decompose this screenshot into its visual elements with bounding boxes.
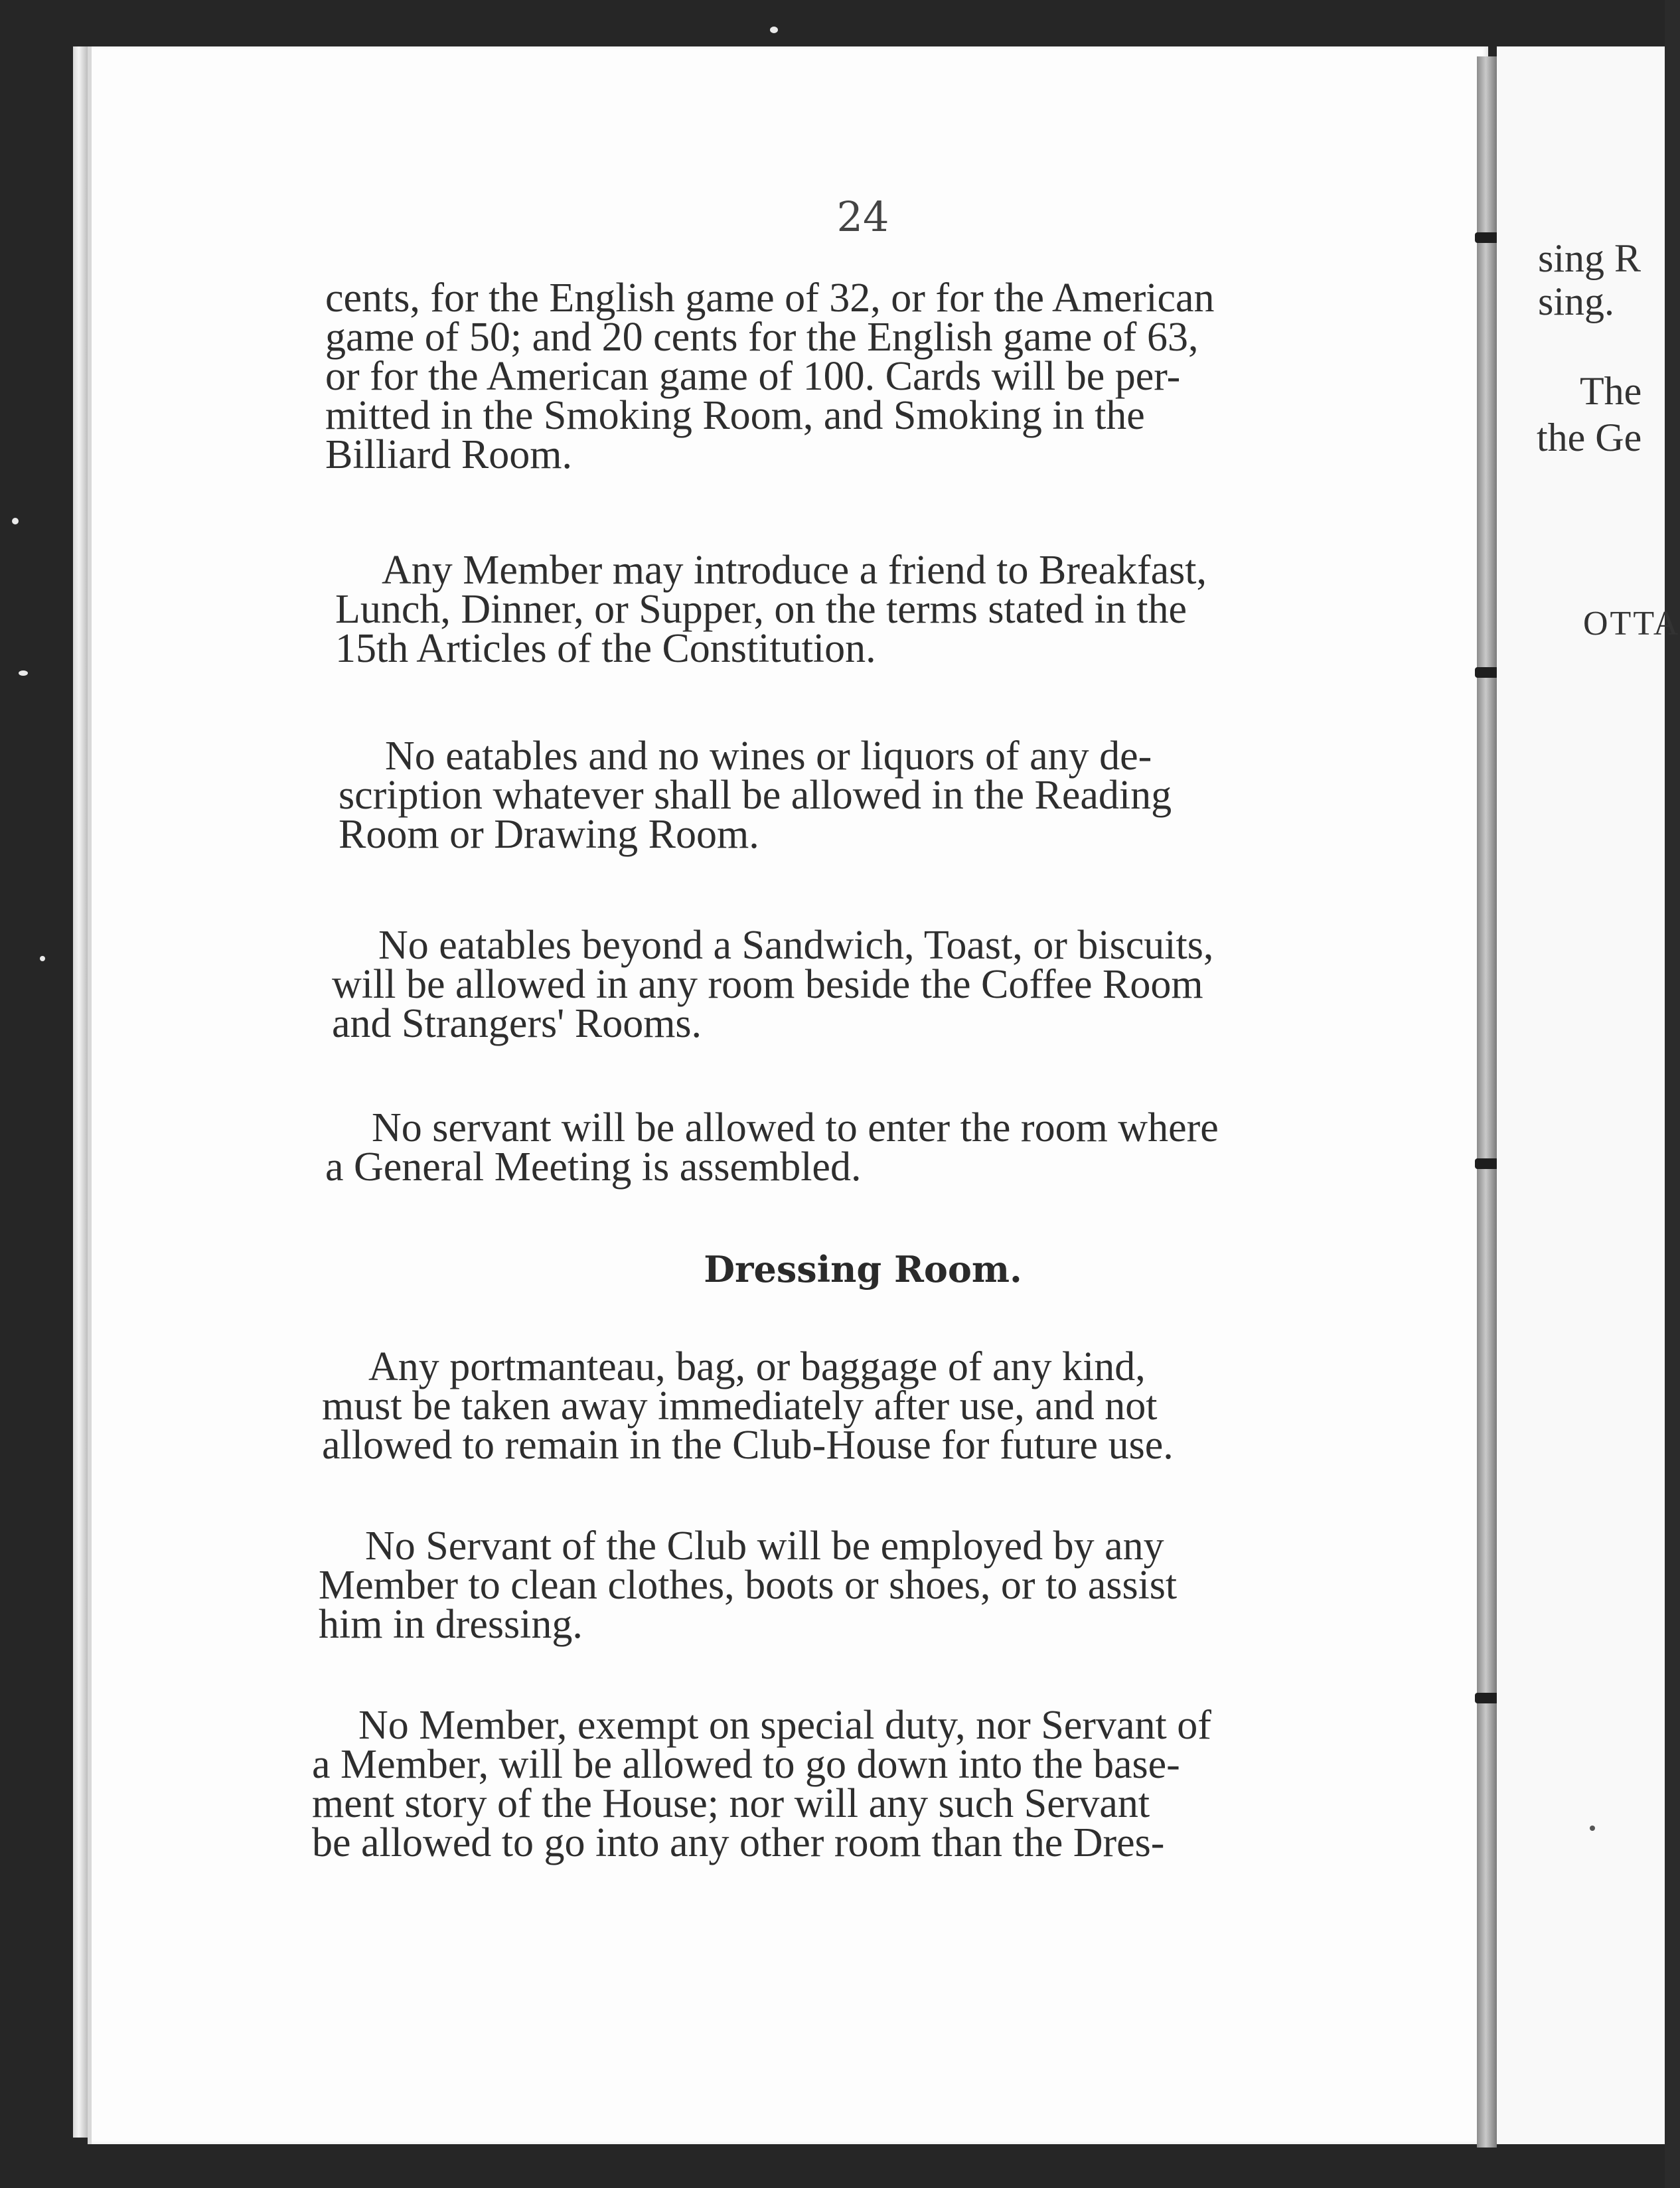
text-line: No Servant of the Club will be employed by any [365, 1524, 1164, 1569]
text-line: scription whatever shall be allowed in the Reading [339, 773, 1172, 818]
binding-stitch [1475, 667, 1499, 678]
binding-stitch [1475, 232, 1499, 243]
paragraph [322, 1344, 1424, 1468]
paragraph [332, 923, 1434, 1046]
text-line: mitted in the Smoking Room, and Smoking in the [325, 393, 1145, 438]
text-line: Any Member may introduce a friend to Breakfast, [382, 548, 1207, 593]
section-heading: Dressing Room. [704, 1248, 1022, 1290]
text-line: cents, for the English game of 32, or for the American [325, 275, 1215, 321]
text-line: or for the American game of 100. Cards will be per- [325, 354, 1181, 399]
text-line: him in dressing. [319, 1602, 583, 1647]
facing-text-fragment: sing. [1538, 279, 1615, 323]
facing-text-fragment: the Ge [1537, 416, 1642, 459]
scan-speck [19, 670, 28, 676]
text-line: must be taken away immediately after use, and not [322, 1383, 1158, 1429]
binding-stitch [1475, 1693, 1499, 1703]
text-line: No servant will be allowed to enter the room where [372, 1105, 1219, 1150]
text-line: a General Meeting is assembled. [325, 1144, 862, 1190]
scan-speck [770, 27, 778, 33]
text-line: game of 50; and 20 cents for the English game of 63, [325, 315, 1199, 360]
facing-text-fragment: The [1580, 369, 1642, 413]
text-line: allowed to remain in the Club-House for future use. [322, 1423, 1174, 1468]
scan-speck [1590, 1826, 1595, 1831]
paragraph [319, 1524, 1420, 1647]
text-line: Lunch, Dinner, or Supper, on the terms stated in the [335, 587, 1187, 632]
text-line: ment story of the House; nor will any such Servant [312, 1781, 1150, 1826]
paragraph [339, 734, 1440, 857]
paragraph [335, 548, 1437, 671]
book-gutter [1477, 56, 1497, 2148]
page-number: 24 [836, 193, 889, 241]
binding-stitch [1475, 1158, 1499, 1169]
text-line: Member to clean clothes, boots or shoes, or to assist [319, 1563, 1178, 1608]
paragraph [325, 275, 1427, 477]
facing-text-fragment: sing R [1538, 236, 1642, 280]
text-line: and Strangers' Rooms. [332, 1001, 702, 1046]
text-line: Any portmanteau, bag, or baggage of any kind, [368, 1344, 1146, 1389]
facing-text-fragment: OTTA [1583, 605, 1680, 643]
text-line: a Member, will be allowed to go down into the base- [312, 1742, 1180, 1787]
text-line: Room or Drawing Room. [339, 812, 759, 857]
text-line: be allowed to go into any other room than the Dres- [312, 1820, 1165, 1865]
text-line: No eatables beyond a Sandwich, Toast, or biscuits, [378, 923, 1214, 968]
text-line: No Member, exempt on special duty, nor Servant of [358, 1703, 1211, 1748]
facing-page [1497, 46, 1680, 2144]
page-edge-strip [73, 46, 88, 2138]
paragraph [325, 1105, 1427, 1190]
scan-speck [40, 956, 45, 961]
text-line: will be allowed in any room beside the Coffee Room [332, 962, 1203, 1007]
paragraph [312, 1703, 1414, 1865]
text-line: No eatables and no wines or liquors of any de- [385, 734, 1152, 779]
text-line: Billiard Room. [325, 432, 572, 477]
scan-speck [12, 518, 19, 524]
text-line: 15th Articles of the Constitution. [335, 626, 876, 671]
